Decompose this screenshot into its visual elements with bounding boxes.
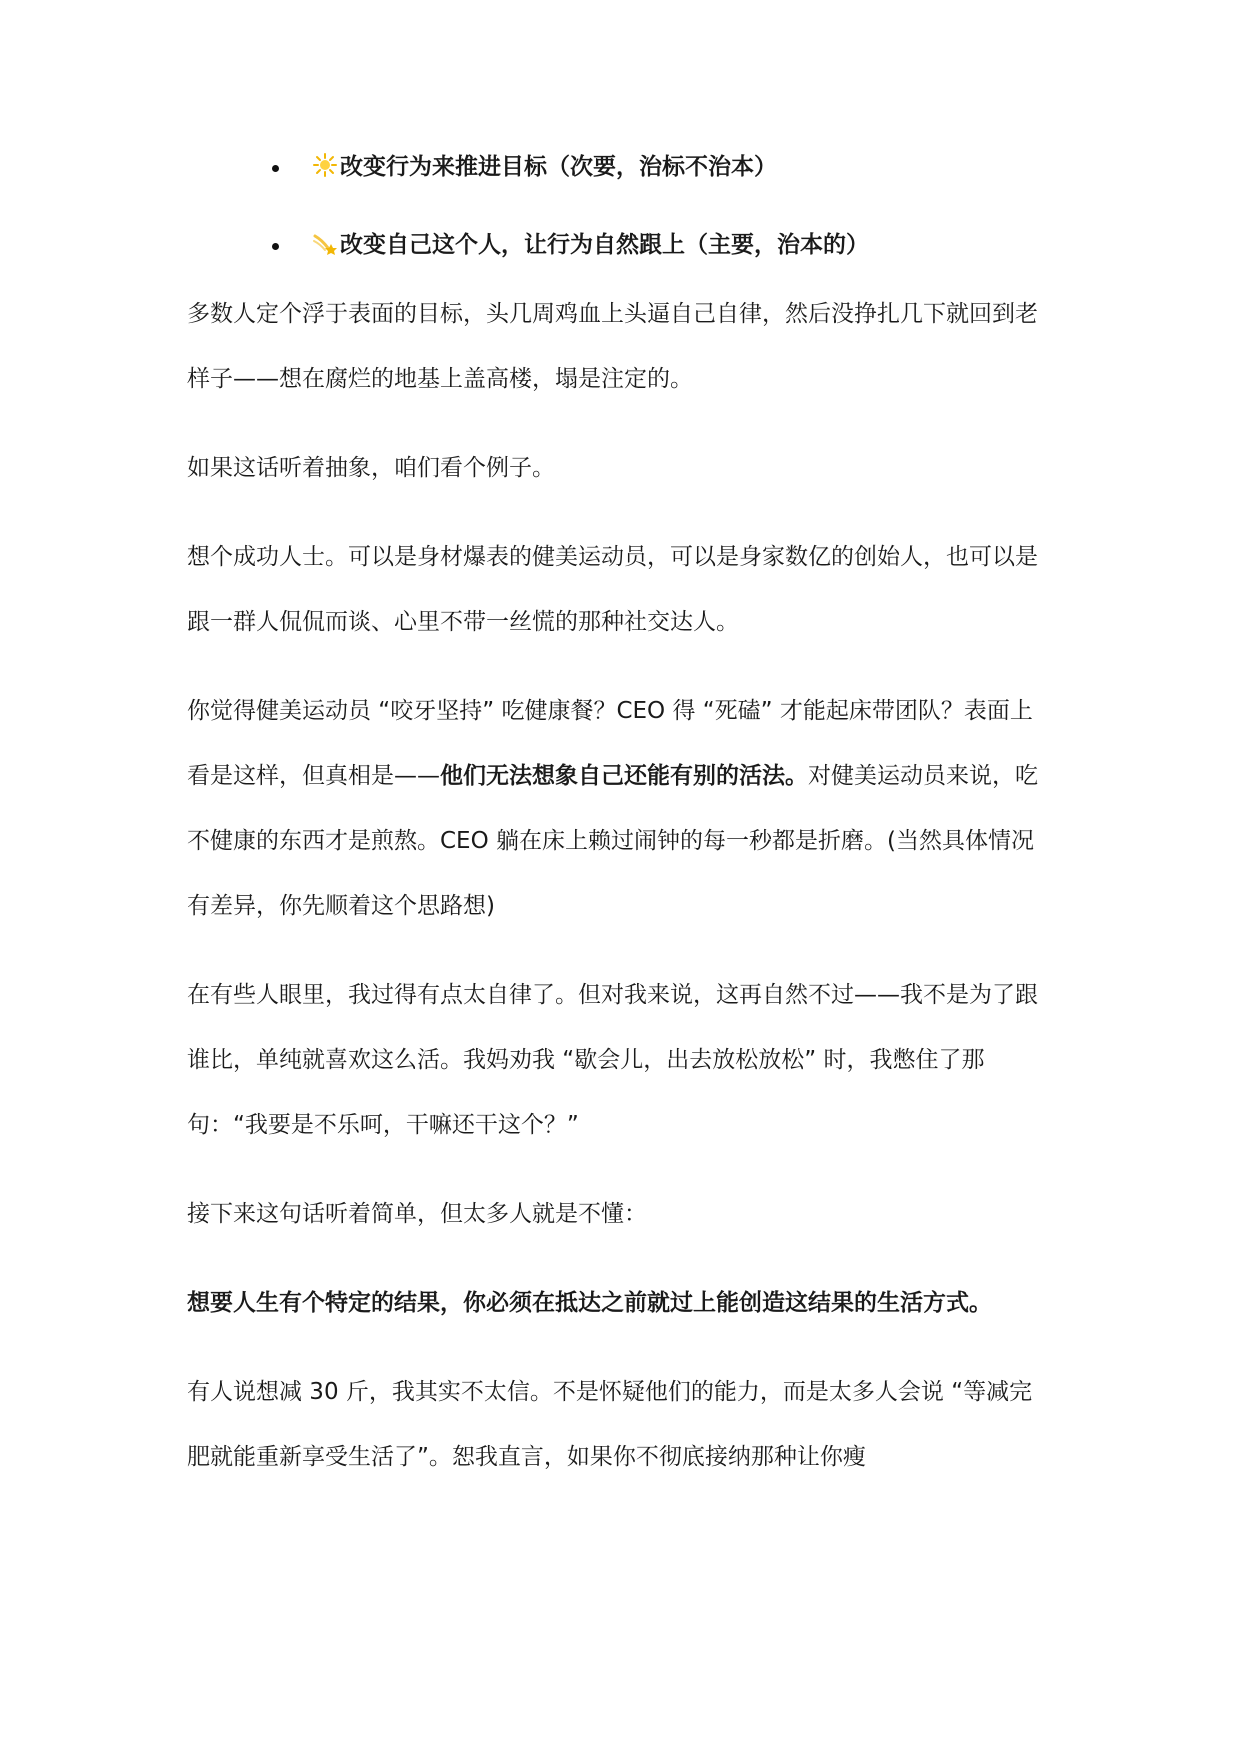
bullet-dot [272,243,279,250]
bullet-text: 改变自己这个人，让行为自然跟上（主要，治本的） [340,232,869,258]
paragraph: 如果这话听着抽象，咱们看个例子。 [187,455,555,481]
paragraph: 有人说想减 30 斤，我其实不太信。不是怀疑他们的能力，而是太多人会说 “等减完肥就能重新享受生活了”。恕我直言，如果你不彻底接纳那种让你瘦 [187,1379,1033,1470]
paragraph: 多数人定个浮于表面的目标，头几周鸡血上头逼自己自律，然后没挣扎几下就回到老样子——想在腐烂的地基上盖高楼，塌是注定的。 [187,301,1038,392]
document-content [187,150,1052,1514]
bullet-text: 改变行为来推进目标（次要，治标不治本） [340,154,777,180]
shooting-star-icon [312,230,338,256]
bullet-item [187,228,1052,262]
paragraph: 想个成功人士。可以是身材爆表的健美运动员，可以是身家数亿的创始人，也可以是跟一群人侃侃而谈、心里不带一丝慌的那种社交达人。 [187,544,1038,635]
emphasis-paragraph: 想要人生有个特定的结果，你必须在抵达之前就过上能创造这结果的生活方式。 [187,1290,992,1316]
paragraph: 接下来这句话听着简单，但太多人就是不懂： [187,1201,647,1227]
bullet-dot [272,165,279,172]
paragraph: 在有些人眼里，我过得有点太自律了。但对我来说，这再自然不过——我不是为了跟谁比，单纯就喜欢这么活。我妈劝我 “歇会儿，出去放松放松” 时，我憋住了那句：“我要是不乐呵，干嘛还干这个？” [187,982,1038,1138]
paragraph [187,679,1052,939]
paragraph-text: 对健美运动员来说，吃不健康的东西才是煎熬。CEO 躺在床上赖过闹钟的每一秒都是折磨。(当然具体情况有差异，你先顺着这个思路想) [187,763,1038,919]
sun-sparkle-icon [312,152,338,178]
paragraph-text: 你觉得健美运动员 “咬牙坚持” 吃健康餐？CEO 得 “死磕” 才能起床带团队？表面上看是这样，但真相是—— [187,698,1033,789]
emphasis-text: 他们无法想象自己还能有别的活法。 [440,763,808,789]
bullet-item [187,150,1052,184]
